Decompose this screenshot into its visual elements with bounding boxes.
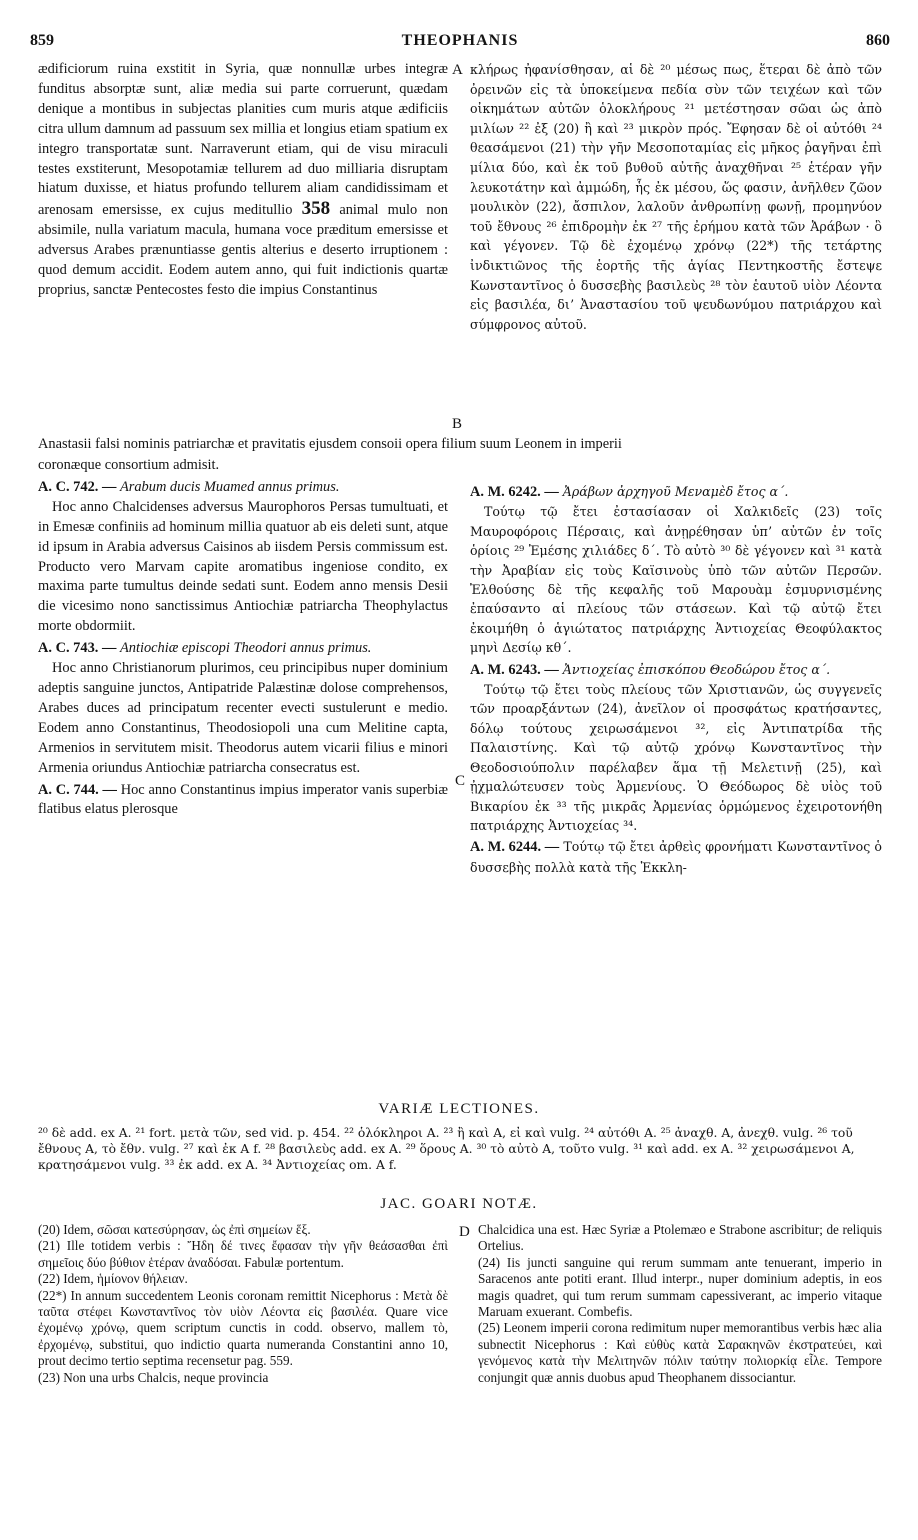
page-number-left: 859 [30,32,54,49]
margin-letter-a: A [452,62,463,78]
notes-left-column [38,1222,448,1386]
latin-paragraph-1-end: coronæque consortium admisit. [38,457,220,473]
greek-entry-6244: A. M. 6244. — Τούτῳ τῷ ἔτει ἀρθεὶς φρονήματι Κωνσταντῖνος ὁ δυσσεβὴς πολλὰ κατὰ τῆς Ἐκκλη- [470,839,882,875]
page-number-right: 860 [866,32,890,49]
greek-entry-6242: A. M. 6242. — Ἀράβων ἀρχηγοῦ Μεναμὲδ ἔτος α΄. [470,484,789,500]
greek-paragraph-6243: Τούτῳ τῷ ἔτει τοὺς πλείους τῶν Χριστιανῶν, ὡς συγγενεῖς τῶν προαρξάντων (24), ἀνεῖλον οἱ προσφάτως κρατήσαντες, δόλῳ τούτους χειρωσάμενοι ³², εἰς Ἀντιπατρίδα τῆς Παλαιστίνης. Καὶ τῷ αὐτῷ χρόνῳ Κωνσταντῖνος τὴν Θεοδοσιούπολιν παρέλαβεν ἅμα τῇ Μελετινῇ (25), καὶ ᾐχμαλώτευσεν τοὺς Ἀρμενίους. Ὁ Θεόδωρος δὲ υἱὸς τοῦ Βικαρίου ἐκ ³³ τῆς μικρᾶς Ἀρμενίας ὁρμώμενος ἐχειροτονήθη πατριάρχης Ἀντιοχείας ³⁴. [470,682,882,833]
margin-letter-b: B [452,416,463,432]
note-23-start: (23) Non una urbs Chalcis, neque provincia [38,1369,269,1385]
latin-entry-744: A. C. 744. — Hoc anno Constantinus impius imperator vanis superbiæ flatibus elatus plerosque [38,781,448,818]
latin-paragraph-742: Hoc anno Chalcidenses adversus Maurophoros Persas tumultuati, et in Emesæ confiniis ad hominum millia quatuor ab eis deleti sunt, atque id ipsum in Arabia adversus Caisinos ab iisdem Persis commissum est. Producto vero Marvam capite aromatibus ingeniose condito, ex maxima parte tumultus deinde sedati sunt. Eodem anno mensis Desii die vicesimo nono sanctissimus Antiochiæ patriarcha Theophylactus morte obdormiit. [38,498,448,635]
note-23-end: Chalcidica una est. Hæc Syriæ a Ptolemæo e Strabone ascribitur; de reliquis Ortelius. [478,1222,882,1254]
greek-paragraph-6242: Τούτῳ τῷ ἔτει ἐστασίασαν οἱ Χαλκιδεῖς (23) τοῖς Μαυροφόροις Πέρσαις, καὶ ἀνῃρέθησαν ὑπʼ αὐτῶν ἐν τοῖς ὁρίοις ²⁹ Ἐμέσης χιλιάδες δ΄. Τὸ αὐτὸ ³⁰ δὲ γέγονεν καὶ ³¹ κατὰ τὴν Ἀραβίαν εἰς τοὺς Καϊσινοὺς ὑπὸ τῶν αὐτῶν Περσῶν. Ἐλθούσης δὲ τῆς κεφαλῆς τοῦ Μαρουὰμ ἐσμυρνισμένης ἐπαύσαντο αἱ πλείους τῶν στάσεων. Καὶ τῷ αὐτῷ ἔτει ἐκοιμήθη ὁ ἁγιώτατος πατριάρχης Ἀντιοχείας Θεοφύλακτος μηνὶ Δεσίῳ κθ΄. [470,504,882,656]
latin-paragraph-1: ædificiorum ruina exstitit in Syria, quæ nonnullæ urbes integræ funditus absorptæ sunt, aliæ media sui parte corruerunt, quædam denique a montibus in subjectas planities cum muris atque ædificiis citra ullum damnum ad passuum sex millia et longius etiam spatium ex integro transportatæ sunt. Narraverunt etiam, qui de visu miraculi testes exstiterunt, Mesopotamiæ tellurem ad duo milliaria disruptam hiatum duxisse, et hiatus profundo tellurem aliam candidissimam et arenosam emersisse, ex cujus meditullio 358 animal mulo non absimile, nulla variatum macula, humana voce præditum emersisse et adversus Arabes prænuntiasse gentis alterius e deserto irruptionem : quod demum accidit. Eodem autem anno, qui fuit indictionis quartæ proprius, sanctæ Pentecostes festo die impius Constantinus [38,61,448,298]
note-24: (24) Iis juncti sanguine qui rerum summam ante tenuerant, imperio in Saracenos ante potiti erant. Illud interpr., nuper dominium adeptis, in eos magis quadret, qui tum rerum summam capessiverant, ac imperio vitaque Maruam exuerant. Combefis. [478,1254,882,1320]
margin-letter-d: D [459,1224,470,1240]
note-25: (25) Leonem imperii corona redimitum nuper memorantibus verbis hæc alia subnectit Nicephorus : Καὶ εὐθὺς κατὰ Σαρακηνῶν ἐκστρατεύει, καὶ γενόμενος κατὰ τὴν Μελιτηνῶν πόλιν ταύτην πολιορκίᾳ εἷλε. Tempore conjungit quæ annis duobus apud Theophanem dissociantur. [478,1320,882,1385]
greek-column-bottom [470,480,882,1070]
variae-lectiones-text: ²⁰ δὲ add. ex A. ²¹ fort. μετὰ τῶν, sed vid. p. 454. ²² ὁλόκληροι A. ²³ ἢ καὶ A, εἰ καὶ vulg. ²⁴ αὐτόθι A. ²⁵ ἀναχθ. A, ἀνεχθ. vulg. ²⁶ τοῦ ἔθνους A, τὸ ἔθν. vulg. ²⁷ καὶ ἐκ A f. ²⁸ βασιλεὺς add. ex A. ²⁹ ὅρους A. ³⁰ τὸ αὐτὸ A, τοῦτο vulg. ³¹ καὶ add. ex A. ³² χειρωσάμενοι A, κρατησάμενοι vulg. ³³ ἐκ add. ex A. ³⁴ Ἀντιοχείας om. A f. [38,1126,855,1173]
note-22: (22) Idem, ἡμίονον θήλειαν. [38,1271,188,1287]
latin-column-top [38,60,448,436]
note-20: (20) Idem, σῶσαι κατεσύρησαν, ὡς ἐπὶ σημείων ἕξ. [38,1222,311,1237]
notes-title: JAC. GOARI NOTÆ. [380,1196,538,1212]
page-header [30,32,890,54]
latin-paragraph-743: Hoc anno Christianorum plurimos, ceu principibus nuper dominium adeptis sanguine junctos, Antipatride Palæstinæ dolose comprehensos, Arabes duces ad principatum recenter evecti sustulerunt e medio. Eodem anno Constantinus, Theodosiopoli una cum Melitine capta, Armenios in servitutem misit. Theodorus autem vicarii filius e minori Armenia oriundus Antiochiæ patriarcha consecratus est. [38,660,448,776]
note-22-star: (22*) In annum succedentem Leonis coronam remittit Nicephorus : Μετὰ δὲ ταῦτα στέφει Κωνσταντῖνος τὸν υἱὸν Λέοντα εἰς βασιλέα. Quare vice ἐχομένῳ χρόνῳ, quem scriptum cunctis in codd. observo, mallem τὸ, ἐρχομένῳ, substitui, quo indictio quarta numeranda Constantini anno 10, prout decimo tertio septima recensetur pag. 559. [38,1287,448,1369]
margin-letter-c: C [455,773,466,789]
latin-entry-743: A. C. 743. — Antiochiæ episcopi Theodori annus primus. [38,640,372,657]
notes-right-column [478,1222,882,1386]
spanning-text-line: Anastasii falsi nominis patriarchæ et pravitatis ejusdem consoii opera filium suum Leonem in imperii [38,436,622,452]
edition-page-number: 358 [301,198,331,220]
note-21: (21) Ille totidem verbis : Ἤδη δέ τινες ἔφασαν τὴν γῆν θεάσασθαι ἐπὶ σημεῖοις δύο βύθιον ἑτέραν ἀναδόσαι. Fabulæ portentum. [38,1238,448,1270]
greek-entry-6243: A. M. 6243. — Ἀντιοχείας ἐπισκόπου Θεοδώρου ἔτος α΄. [470,661,831,678]
greek-column-top [470,60,882,436]
running-title: THEOPHANIS [401,32,519,49]
latin-column-bottom [38,456,448,1068]
variae-lectiones-title: VARIÆ LECTIONES. [378,1101,540,1117]
greek-paragraph-1: κλήρως ἠφανίσθησαν, αἱ δὲ ²⁰ μέσως πως, ἕτεραι δὲ ἀπὸ τῶν ὀρεινῶν εἰς τὰ ὑποκείμενα πεδία σὺν τῶν τειχέων καὶ τῶν οἰκημάτων αὐτῶν ὁλοκλήρους ²¹ μετέστησαν σῶαι ὡς ἀπὸ μιλίων ²² ἐξ (20) ἢ καὶ ²³ μικρὸν πρός. Ἔφησαν δὲ οἱ αὐτόθι ²⁴ θεασάμενοι (21) τὴν γῆν Μεσοποταμίας εἰς μῆκος ῥαγῆναι ἐπὶ μίλια δύο, καὶ ἐκ τοῦ βυθοῦ αὐτῆς ἀναχθῆναι ²⁵ ἑτέραν γῆν λευκοτάτην καὶ ἀμμώδη, ἧς ἐκ μέσου, ὥς φασιν, ἀνῆλθεν ζῶον μουλικὸν (22), ἄσπιλον, λαλοῦν ἀνθρωπίνῃ φωνῇ, προμηνύον τοῦ ἔθνους ²⁶ ἐπιδρομὴν ἐκ ²⁷ τῆς ἐρήμου κατὰ τῶν Ἀράβων · ὃ καὶ γέγονεν. Τῷ δὲ ἐχομένῳ χρόνῳ (22*) τῆς τετάρτης ἰνδικτιῶνος τῆς ἑορτῆς τῆς ἁγίας Πεντηκοστῆς ἔστεψε Κωνσταντῖνος ὁ δυσσεβὴς βασιλεὺς ²⁸ τὸν ἑαυτοῦ υἱὸν Λέοντα εἰς βασιλέα, διʼ Ἀναστασίου τοῦ ψευδωνύμου πατριάρχου καὶ σύμφρονος αὐτοῦ. [470,62,882,332]
latin-entry-742: A. C. 742. — Arabum ducis Muamed annus primus. [38,478,340,495]
